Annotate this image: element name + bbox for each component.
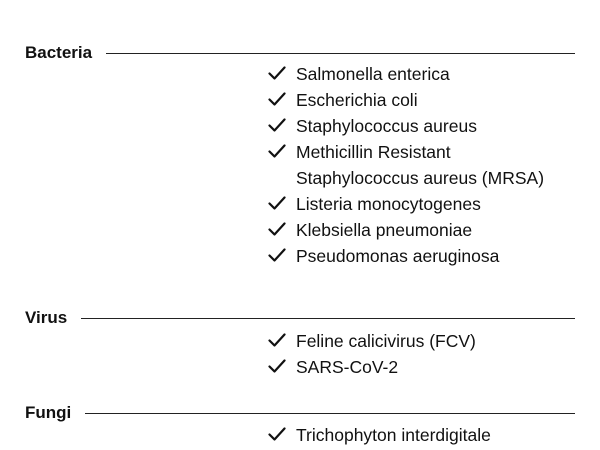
check-icon (268, 139, 286, 165)
list-item-label: Staphylococcus aureus (296, 116, 477, 136)
check-icon (268, 422, 286, 448)
list-item (268, 422, 491, 448)
check-icon (268, 87, 286, 113)
list-item-label: SARS-CoV-2 (296, 357, 399, 377)
list-item (268, 243, 544, 269)
bacteria-list (268, 61, 544, 269)
section-header-virus (25, 308, 575, 328)
fungi-list (268, 422, 491, 448)
list-item (268, 217, 544, 243)
section-title-bacteria: Bacteria (25, 43, 93, 62)
check-icon (268, 243, 286, 269)
check-icon (268, 217, 286, 243)
list-item (268, 61, 544, 87)
list-item (268, 87, 544, 113)
section-divider (106, 53, 575, 54)
list-item-label: Listeria monocytogenes (296, 194, 481, 214)
list-item-label: Pseudomonas aeruginosa (296, 246, 500, 266)
list-item-label: Trichophyton interdigitale (296, 425, 491, 445)
check-icon (268, 191, 286, 217)
list-item-label (296, 139, 544, 191)
list-item-label-line: Methicillin Resistant (296, 142, 451, 162)
section-title-fungi: Fungi (25, 403, 72, 422)
list-item (268, 113, 544, 139)
list-item-label: Escherichia coli (296, 90, 418, 110)
list-item-label-line: Staphylococcus aureus (MRSA) (296, 168, 545, 188)
list-item (268, 328, 476, 354)
virus-list (268, 328, 476, 380)
section-divider (85, 413, 575, 414)
list-item-label: Klebsiella pneumoniae (296, 220, 473, 240)
section-title-virus: Virus (25, 308, 68, 327)
section-header-bacteria (25, 43, 575, 63)
check-icon (268, 328, 286, 354)
check-icon (268, 354, 286, 380)
check-icon (268, 113, 286, 139)
check-icon (268, 61, 286, 87)
list-item (268, 191, 544, 217)
list-item-label: Feline calicivirus (FCV) (296, 331, 476, 351)
list-item-label: Salmonella enterica (296, 64, 450, 84)
list-item (268, 139, 544, 191)
section-divider (81, 318, 575, 319)
section-header-fungi (25, 403, 575, 423)
list-item (268, 354, 476, 380)
